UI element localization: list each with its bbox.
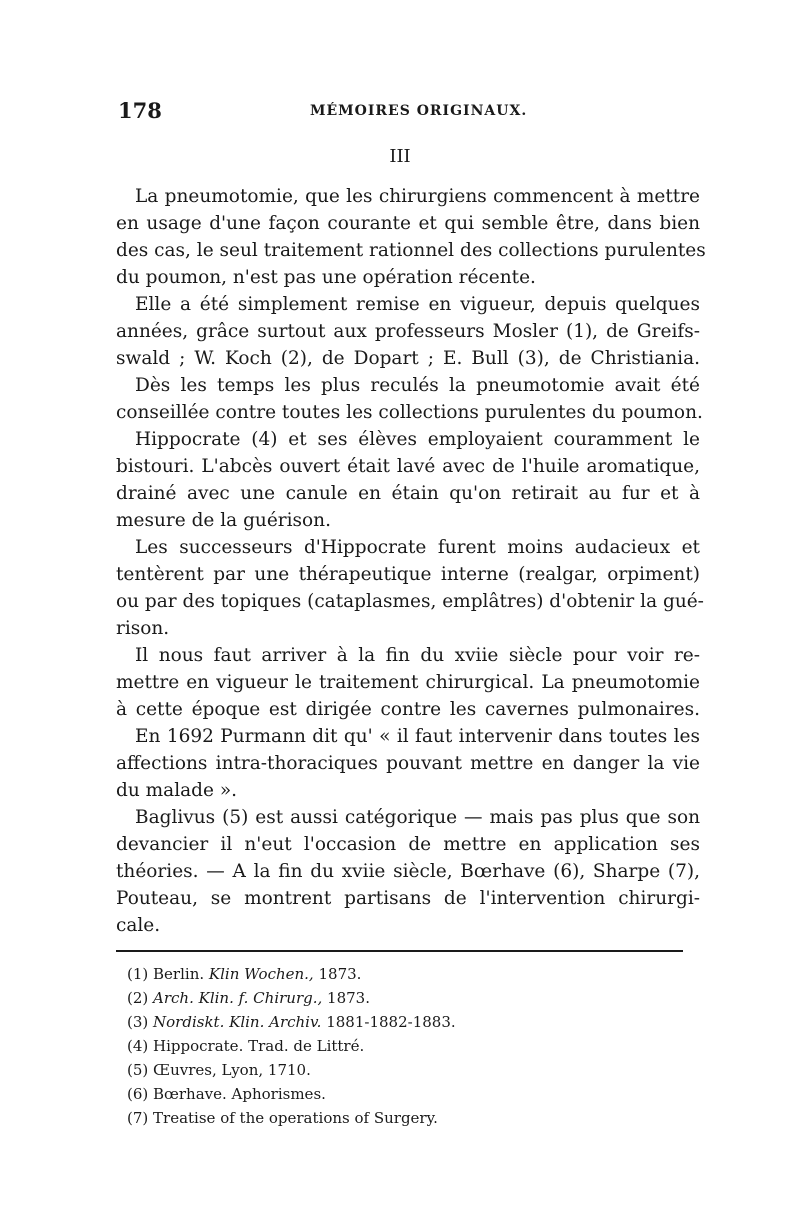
text-line: à cette époque est dirigée contre les cavernes pulmonaires. bbox=[116, 699, 700, 720]
footnote bbox=[127, 1082, 647, 1106]
text-line: devancier il n'eut l'occasion de mettre en application ses bbox=[116, 834, 700, 855]
footnote-italic: Nordiskt. Klin. Archiv. bbox=[153, 1013, 322, 1031]
text-line: La pneumotomie, que les chirurgiens commencent à mettre bbox=[135, 186, 700, 207]
text-line: drainé avec une canule en étain qu'on retirait au fur et à bbox=[116, 483, 700, 504]
text-line: En 1692 Purmann dit qu' « il faut intervenir dans toutes les bbox=[135, 726, 700, 747]
footnote-tail: 1873. bbox=[318, 965, 362, 983]
footnote-text: Berlin. bbox=[153, 965, 205, 983]
text-line: rison. bbox=[116, 618, 170, 639]
text-line: mesure de la guérison. bbox=[116, 510, 331, 531]
footnote-number: (2) bbox=[127, 989, 149, 1007]
footnote bbox=[127, 1010, 647, 1034]
footnote-text: Treatise of the operations of Surgery. bbox=[153, 1109, 438, 1127]
text-line: du poumon, n'est pas une opération récente. bbox=[116, 267, 536, 288]
footnote-text: Œuvres, Lyon, 1710. bbox=[153, 1061, 311, 1079]
text-line: bistouri. L'abcès ouvert était lavé avec de l'huile aromatique, bbox=[116, 456, 700, 477]
text-line: Elle a été simplement remise en vigueur, depuis quelques bbox=[135, 294, 700, 315]
page-number: 178 bbox=[118, 98, 162, 123]
text-line: années, grâce surtout aux professeurs Mosler (1), de Greifs- bbox=[116, 321, 700, 342]
body-text bbox=[116, 183, 706, 939]
footnote-separator bbox=[116, 950, 683, 952]
text-line: des cas, le seul traitement rationnel des collections purulentes bbox=[116, 240, 706, 261]
footnote-number: (1) bbox=[127, 965, 149, 983]
footnote-italic: Arch. Klin. f. Chirurg., bbox=[153, 989, 323, 1007]
text-line: en usage d'une façon courante et qui semble être, dans bien bbox=[116, 213, 700, 234]
text-line: conseillée contre toutes les collections purulentes du poumon. bbox=[116, 402, 703, 423]
text-line: cale. bbox=[116, 915, 161, 936]
footnote bbox=[127, 986, 647, 1010]
text-line: du malade ». bbox=[116, 780, 238, 801]
text-line: mettre en vigueur le traitement chirurgical. La pneumotomie bbox=[116, 672, 700, 693]
footnote-number: (4) bbox=[127, 1037, 149, 1055]
text-line: tentèrent par une thérapeutique interne (realgar, orpiment) bbox=[116, 564, 700, 585]
footnote bbox=[127, 1058, 647, 1082]
footnote-text: Bœrhave. Aphorismes. bbox=[153, 1085, 326, 1103]
text-line: affections intra-thoraciques pouvant mettre en danger la vie bbox=[116, 753, 700, 774]
footnote-number: (5) bbox=[127, 1061, 149, 1079]
text-line: Baglivus (5) est aussi catégorique — mais pas plus que son bbox=[135, 807, 700, 828]
text-line: Pouteau, se montrent partisans de l'intervention chirurgi- bbox=[116, 888, 700, 909]
footnote bbox=[127, 962, 647, 986]
footnote-number: (6) bbox=[127, 1085, 149, 1103]
footnote-italic: Klin Wochen., bbox=[208, 965, 314, 983]
footnote-tail: 1873. bbox=[327, 989, 370, 1007]
section-title: III bbox=[389, 146, 411, 167]
footnote-number: (7) bbox=[127, 1109, 149, 1127]
footnote bbox=[127, 1106, 647, 1130]
text-line: Il nous faut arriver à la fin du xviie siècle pour voir re- bbox=[135, 645, 700, 666]
running-title: MÉMOIRES ORIGINAUX. bbox=[310, 103, 528, 119]
footnote-text: Hippocrate. Trad. de Littré. bbox=[153, 1037, 365, 1055]
text-line: Hippocrate (4) et ses élèves employaient couramment le bbox=[135, 429, 700, 450]
footnote bbox=[127, 1034, 647, 1058]
text-line: Dès les temps les plus reculés la pneumotomie avait été bbox=[135, 375, 700, 396]
text-line: ou par des topiques (cataplasmes, emplâtres) d'obtenir la gué- bbox=[116, 591, 704, 612]
footnote-number: (3) bbox=[127, 1013, 149, 1031]
text-line: Les successeurs d'Hippocrate furent moins audacieux et bbox=[135, 537, 700, 558]
text-line: swald ; W. Koch (2), de Dopart ; E. Bull (3), de Christiania. bbox=[116, 348, 700, 369]
text-line: théories. — A la fin du xviie siècle, Bœrhave (6), Sharpe (7), bbox=[116, 861, 700, 882]
footnotes bbox=[127, 962, 647, 1130]
footnote-tail: 1881-1882-1883. bbox=[326, 1013, 456, 1031]
